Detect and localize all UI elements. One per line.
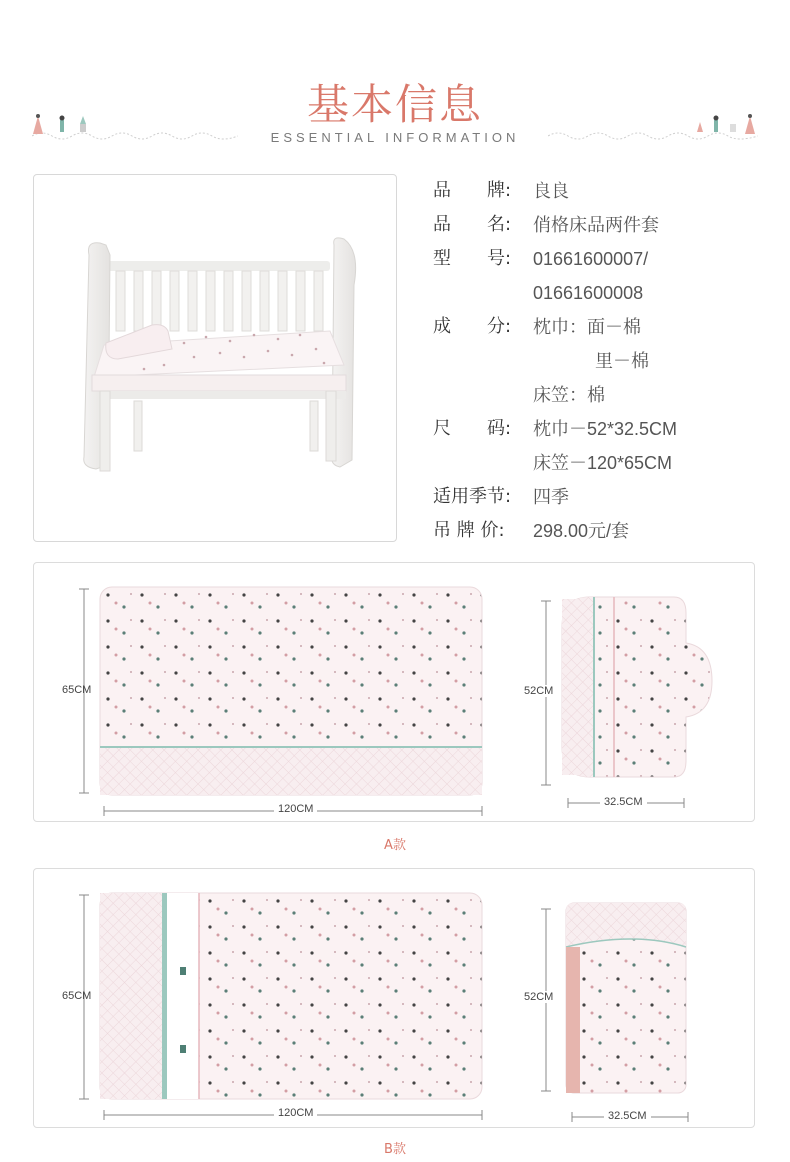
style-a-pillow-width-label: 32.5CM: [600, 796, 647, 808]
brand-value: 良良: [533, 181, 569, 201]
style-a-caption: A款: [384, 838, 406, 853]
style-b-sheet-width-label: 120CM: [274, 1107, 317, 1119]
price-value: 298.00元/套: [533, 521, 630, 541]
model-value-2: 01661600008: [533, 283, 644, 303]
decor-figures-left-icon: [30, 112, 100, 138]
name-label: 品 名:: [433, 214, 512, 235]
page-subtitle: ESSENTIAL INFORMATION: [270, 130, 520, 145]
season-value: 四季: [533, 487, 569, 507]
info-row-brand: [433, 176, 569, 206]
style-b-pillow-height-label: 52CM: [524, 991, 554, 1003]
info-row-model: [433, 244, 649, 274]
price-label: 吊 牌 价:: [433, 520, 505, 541]
material-value-1: 枕巾：面－棉: [533, 317, 641, 337]
info-row-price: [433, 516, 630, 546]
page-title: 基本信息: [306, 80, 483, 129]
material-label: 成 分:: [433, 316, 512, 337]
product-photo-frame: [33, 174, 397, 542]
size-value-2: 床笠－120*65CM: [533, 453, 673, 473]
style-a-sheet-width-label: 120CM: [274, 803, 317, 815]
style-a-pillow-height-label: 52CM: [524, 685, 554, 697]
material-value-2: 里－棉: [595, 351, 649, 371]
crib-photo-icon: [34, 175, 397, 542]
size-label: 尺 码:: [433, 418, 512, 439]
model-label: 型 号:: [433, 248, 512, 269]
style-a-diagram-panel: [33, 562, 755, 822]
section-header: [0, 0, 790, 160]
material-value-3: 床笠：棉: [533, 385, 605, 405]
style-b-pillow-width-label: 32.5CM: [604, 1110, 651, 1122]
style-a-sheet-diagram: [34, 563, 756, 823]
style-b-diagram-panel: [33, 868, 755, 1128]
season-label: 适用季节:: [433, 486, 512, 507]
style-b-sheet-height-label: 65CM: [62, 990, 92, 1002]
info-row-season: [433, 482, 569, 512]
info-row-material: [433, 312, 641, 342]
style-b-caption: B款: [384, 1142, 406, 1157]
brand-label: 品 牌:: [433, 180, 512, 201]
name-value: 俏格床品两件套: [533, 215, 659, 235]
decor-figures-right-icon: [690, 112, 760, 138]
size-value-1: 枕巾－52*32.5CM: [533, 419, 678, 439]
info-row-name: [433, 210, 659, 240]
model-value-1: 01661600007/: [533, 249, 649, 269]
style-a-sheet-height-label: 65CM: [62, 684, 92, 696]
style-b-sheet-diagram: [34, 869, 756, 1129]
info-row-size: [433, 414, 678, 444]
